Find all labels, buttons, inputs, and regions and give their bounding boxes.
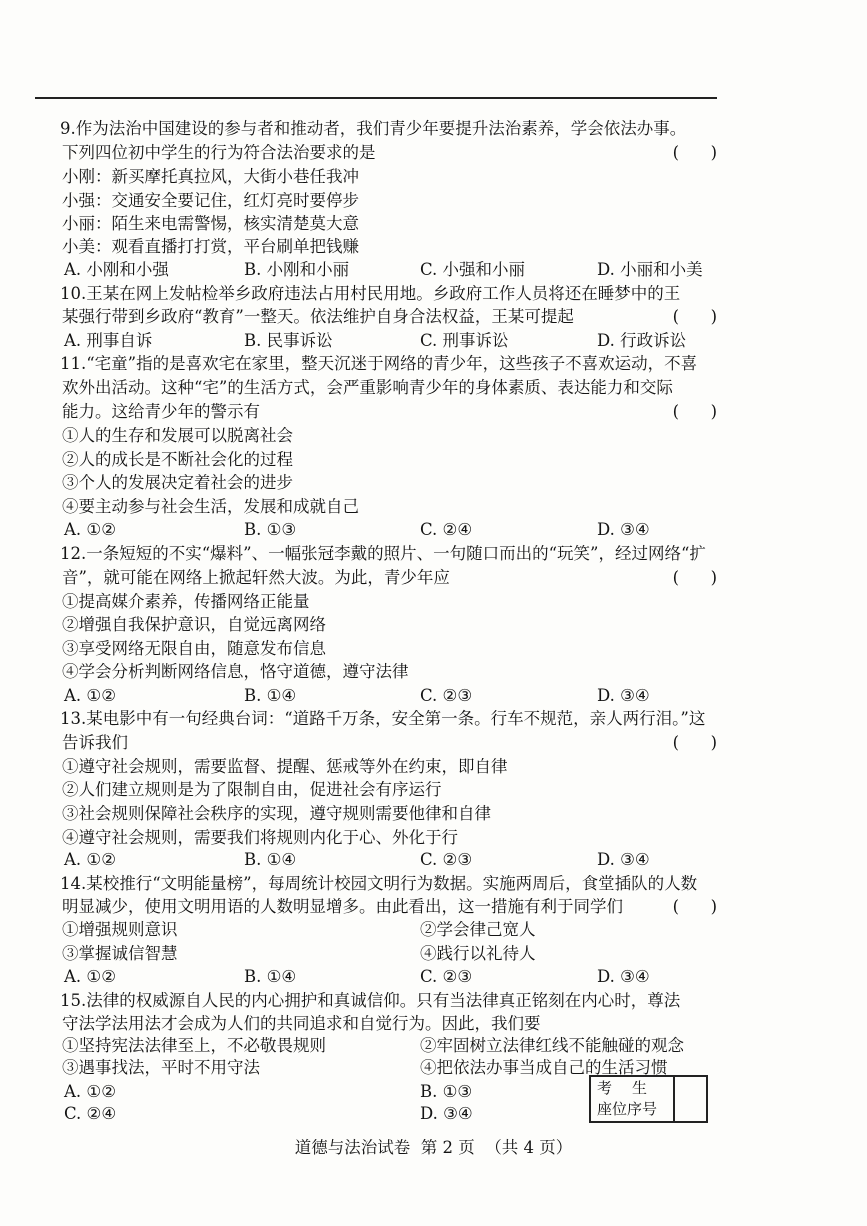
option-c: C. ②③ [420,850,473,869]
option-a: A. ①② [64,1082,116,1101]
statement-line: ④学会分析判断网络信息，恪守道德，遵守法律 [62,662,409,681]
statement-line: ①人的生存和发展可以脱离社会 [62,426,293,445]
option-a: A. ①② [64,520,116,539]
answer-parentheses: ( ) [672,143,717,162]
option-a: A. ①② [64,850,116,869]
statement-line: ①提高媒介素养，传播网络正能量 [62,592,310,611]
question-stem-line: 15.法律的权威源自人民的内心拥护和真诚信仰。只有当法律真正铭刻在内心时，尊法 [60,991,681,1010]
option-d: D. ③④ [420,1104,473,1123]
answer-parentheses: ( ) [672,402,717,421]
question-stem-line: 11.“宅童”指的是喜欢宅在家里，整天沉迷于网络的青少年，这些孩子不喜欢运动，不喜 [60,354,698,373]
option-b: B. 民事诉讼 [244,331,333,350]
option-a: A. 刑事自诉 [64,331,153,350]
option-b: B. 小刚和小丽 [244,260,350,279]
page-footer: 道德与法治试卷 第 2 页 （共 4 页） [294,1138,573,1157]
statement-item: ③遇事找法，平时不用守法 [62,1058,260,1077]
answer-parentheses: ( ) [672,733,717,752]
answer-parentheses: ( ) [672,897,717,916]
statement-item: ②牢固树立法律红线不能触碰的观念 [420,1036,684,1055]
statement-line: 小美：观看直播打打赏，平台刷单把钱赚 [62,237,359,256]
option-a: A. ①② [64,967,116,986]
question-stem-line: 14.某校推行“文明能量榜”，每周统计校园文明行为数据。实施两周后，食堂插队的人数 [60,874,698,893]
statement-line: ①遵守社会规则，需要监督、提醒、惩戒等外在约束，即自律 [62,757,508,776]
statement-line: ②增强自我保护意识，自觉远离网络 [62,615,326,634]
statement-line: ③个人的发展决定着社会的进步 [62,473,293,492]
option-a: A. 小刚和小强 [64,260,169,279]
question-stem-line: 下列四位初中学生的行为符合法治要求的是 [62,143,376,162]
option-b: B. ①④ [244,967,297,986]
option-c: C. 小强和小丽 [420,260,526,279]
statement-line: 小强：交通安全要记住，红灯亮时要停步 [62,191,359,210]
option-d: D. ③④ [597,686,650,705]
statement-item: ①增强规则意识 [62,920,178,939]
question-stem-line: 音”，就可能在网络上掀起轩然大波。为此，青少年应 [62,568,450,587]
statement-item: ③掌握诚信智慧 [62,944,178,963]
statement-line: 小丽：陌生来电需警惕，核实清楚莫大意 [62,214,359,233]
option-a: A. ①② [64,686,116,705]
question-stem-line: 10.王某在网上发帖检举乡政府违法占用村民用地。乡政府工作人员将还在睡梦中的王 [60,284,681,303]
statement-item: ①坚持宪法法律至上，不必敬畏规则 [62,1036,326,1055]
header-rule [35,97,717,99]
question-stem-line: 9.作为法治中国建设的参与者和推动者，我们青少年要提升法治素养，学会依法办事。 [60,119,687,138]
option-d: D. ③④ [597,520,650,539]
question-stem-line: 欢外出活动。这种“宅”的生活方式，会严重影响青少年的身体素质、表达能力和交际 [62,378,673,397]
question-stem-line: 明显减少，使用文明用语的人数明显增多。由此看出，这一措施有利于同学们 [62,897,623,916]
option-c: C. ②③ [420,967,473,986]
seat-label-line2: 座位序号 [597,1100,658,1118]
option-b: B. ①④ [244,686,297,705]
option-b: B. ①③ [420,1082,473,1101]
seat-box-divider [673,1077,675,1121]
option-c: C. ②④ [64,1104,117,1123]
question-stem-line: 告诉我们 [62,733,128,752]
option-d: D. ③④ [597,850,650,869]
question-stem-line: 守法学法用法才会成为人们的共同追求和自觉行为。因此，我们要 [62,1014,541,1033]
option-d: D. 行政诉讼 [597,331,687,350]
option-c: C. ②③ [420,686,473,705]
seat-label-line1: 考生 [597,1079,668,1097]
statement-line: ②人的成长是不断社会化的过程 [62,450,293,469]
option-b: B. ①③ [244,520,297,539]
statement-line: ④遵守社会规则，需要我们将规则内化于心、外化于行 [62,828,458,847]
option-c: C. ②④ [420,520,473,539]
option-d: D. 小丽和小美 [597,260,703,279]
question-stem-line: 13.某电影中有一句经典台词：“道路千万条，安全第一条。行车不规范，亲人两行泪。”这 [60,709,706,728]
statement-line: 小刚：新买摩托真拉风，大街小巷任我冲 [62,167,359,186]
statement-item: ④践行以礼待人 [420,944,536,963]
answer-parentheses: ( ) [672,568,717,587]
seat-number-box [589,1075,708,1123]
question-stem-line: 某强行带到乡政府“教育”一整天。依法维护自身合法权益，王某可提起 [62,307,574,326]
question-stem-line: 12.一条短短的不实“爆料”、一幅张冠李戴的照片、一句随口而出的“玩笑”，经过网络“扩 [60,544,706,563]
statement-item: ④把依法办事当成自己的生活习惯 [420,1058,668,1077]
answer-parentheses: ( ) [672,307,717,326]
option-d: D. ③④ [597,967,650,986]
statement-item: ②学会律己宽人 [420,920,536,939]
option-b: B. ①④ [244,850,297,869]
question-stem-line: 能力。这给青少年的警示有 [62,402,260,421]
statement-line: ③社会规则保障社会秩序的实现，遵守规则需要他律和自律 [62,804,491,823]
option-c: C. 刑事诉讼 [420,331,509,350]
statement-line: ②人们建立规则是为了限制自由，促进社会有序运行 [62,780,442,799]
statement-line: ④要主动参与社会生活，发展和成就自己 [62,497,359,516]
statement-line: ③享受网络无限自由，随意发布信息 [62,639,326,658]
